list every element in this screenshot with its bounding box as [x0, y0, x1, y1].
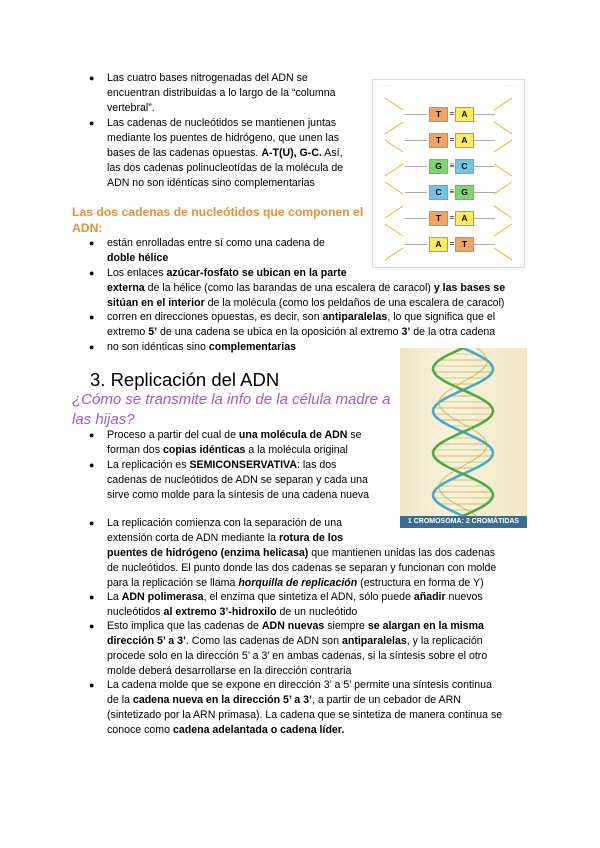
figure-corner-label: · · · · ·	[379, 83, 392, 88]
bullet-text: La cadena molde que se expone en dirección 3’ a 5’ permite una síntesis continua de la cadena nueva en la dirección 5’ a 3’, a partir de un cebador de ARN (sintetizado por la ARN primasa). La cadena que se sintetiza de manera continua se conoce como cadena adelantada o cadena líder.	[107, 679, 503, 736]
backbone-link	[473, 114, 495, 115]
bullet-icon: ●	[89, 73, 95, 83]
bullet-text: Las cuatro bases nitrogenadas del ADN se encuentran distribuidas a lo largo de la “columna vertebral”.	[107, 72, 336, 114]
list-item	[89, 428, 394, 458]
base-left: T	[429, 107, 448, 122]
base-left: T	[429, 211, 448, 226]
bullet-text: Las cadenas de nucleótidos se mantienen juntas mediante los puentes de hidrógeno, que unen las bases de las cadenas opuestas. A-T(U), G-C. Así, las dos cadenas polinucleotídas de la molécula de ADN no son idénticas sino complementarias	[107, 117, 344, 189]
bullet-text: están enrolladas entre sí como una cadena de doble hélice	[107, 237, 325, 264]
list-item	[89, 71, 374, 116]
figure-corner-label: · · · · ·	[505, 83, 518, 88]
base-left: T	[429, 133, 448, 148]
bullet-icon: ●	[89, 592, 95, 602]
dna-helix-figure	[400, 348, 527, 528]
base-right: T	[455, 237, 474, 252]
helix-caption: 1 CROMOSOMA: 2 CROMÁTIDAS	[400, 516, 527, 528]
base-right: A	[455, 107, 474, 122]
bullet-text: Esto implica que las cadenas de ADN nuevas siempre se alargan en la misma dirección 5’ a 3’. Como las cadenas de ADN son antiparalelas, y la replicación procede solo en la dirección 5’ a 3’ en ambas cadenas, si la síntesis sobre el otro molde deberá desarrollarse en la dirección contraria	[107, 620, 488, 677]
backbone-link	[405, 166, 427, 167]
bullet-text: La ADN polimerasa, el enzima que sintetiza el ADN, sólo puede añadir nuevos nucleótidos al extremo 3’-hidroxilo de un nucleótido	[107, 591, 483, 618]
bullet-text: Los enlaces azúcar-fosfato se ubican en la parte externa de la hélice (como las barandas de una escalera de caracol) y las bases se sitúan en el interior de la molécula (como los peldaños de una escalera de caracol)	[107, 267, 506, 309]
list-item	[89, 678, 539, 738]
bullet-icon: ●	[89, 680, 95, 690]
list-item	[89, 310, 539, 340]
backbone-link	[405, 140, 427, 141]
backbone-link	[405, 218, 427, 219]
bullet-icon: ●	[89, 621, 95, 631]
section-heading: Las dos cadenas de nucleótidos que componen el ADN:	[72, 205, 364, 235]
bullet-icon: ●	[89, 238, 95, 248]
hydrogen-bond: ≡	[449, 161, 455, 170]
bullet-icon: ●	[89, 460, 95, 470]
hydrogen-bond: =	[449, 213, 455, 222]
backbone-link	[473, 192, 495, 193]
list-item	[89, 516, 539, 591]
list-item	[89, 458, 394, 503]
replication-title: 3. Replicación del ADN	[90, 369, 280, 390]
bullet-icon: ●	[89, 312, 95, 322]
bullet-icon: ●	[89, 430, 95, 440]
hydrogen-bond: ≡	[449, 187, 455, 196]
bullet-text: La replicación comienza con la separación de una extensión corta de ADN mediante la rotura de los puentes de hidrógeno (enzima helicasa) que mantienen unidas las dos cadenas de nucleótidos. El punto donde las dos cadenas se separan y funcionan con molde para la replicación se llama horquilla de replicación (estructura en forma de Y)	[107, 517, 497, 589]
double-helix-drawing	[400, 348, 527, 516]
bullet-icon: ●	[89, 518, 95, 528]
hydrogen-bond: =	[449, 109, 455, 118]
list-item	[89, 619, 539, 679]
hydrogen-bond: =	[449, 239, 455, 248]
backbone-link	[405, 114, 427, 115]
list-item	[89, 236, 539, 266]
bullet-text: La replicación es SEMICONSERVATIVA: las dos cadenas de nucleótidos de ADN se separan y cada una sirve como molde para la síntesis de una cadena nueva	[107, 459, 370, 501]
base-right: A	[455, 211, 474, 226]
bullet-icon: ●	[89, 342, 95, 352]
base-right: A	[455, 133, 474, 148]
replication-question: ¿Cómo se transmite la info de la célula madre a las hijas?	[72, 391, 391, 428]
list-item	[89, 590, 539, 620]
bullet-icon: ●	[89, 268, 95, 278]
base-right: G	[455, 185, 474, 200]
bullet-text: corren en direcciones opuestas, es decir, son antiparalelas, lo que significa que el extremo 5’ de una cadena se ubica en la oposición al extremo 3’ de la otra cadena	[107, 311, 496, 338]
backbone-link	[473, 140, 495, 141]
list-item	[89, 266, 539, 311]
base-left: G	[429, 159, 448, 174]
backbone-link	[473, 166, 495, 167]
backbone-link	[405, 192, 427, 193]
base-right: C	[455, 159, 474, 174]
hydrogen-bond: =	[449, 135, 455, 144]
bullet-icon: ●	[89, 118, 95, 128]
base-left: A	[429, 237, 448, 252]
backbone-link	[473, 218, 495, 219]
list-item	[89, 116, 374, 191]
base-left: C	[429, 185, 448, 200]
bullet-text: Proceso a partir del cual de una molécula de ADN se forman dos copias idénticas a la molécula original	[107, 429, 362, 456]
bullet-text: no son idénticas sino complementarias	[107, 341, 297, 353]
